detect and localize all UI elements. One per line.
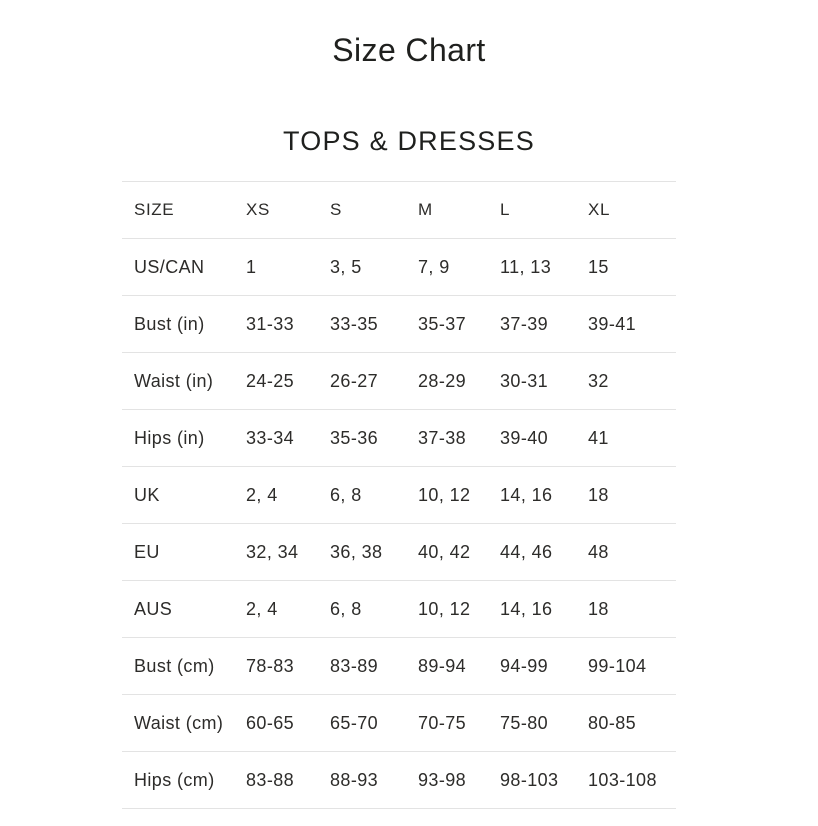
size-value: 30-31 <box>500 370 549 391</box>
size-value: 24-25 <box>246 370 295 391</box>
size-value: 35-37 <box>418 313 467 334</box>
column-header-size: SIZE <box>134 200 175 219</box>
size-value: 89-94 <box>418 655 467 676</box>
row-label: Waist (in) <box>134 370 214 391</box>
table-row <box>122 296 676 353</box>
table-row <box>122 695 676 752</box>
size-value: 103-108 <box>588 769 657 790</box>
table-row <box>122 410 676 467</box>
table-header-row <box>122 182 676 239</box>
section-title-tops-dresses: TOPS & DRESSES <box>283 126 535 156</box>
size-value: 26-27 <box>330 370 379 391</box>
column-header-xs: XS <box>246 200 270 219</box>
column-header-xl: XL <box>588 200 610 219</box>
size-value: 37-38 <box>418 427 467 448</box>
size-value: 18 <box>588 484 609 505</box>
size-value: 93-98 <box>418 769 467 790</box>
column-header-m: M <box>418 200 433 219</box>
row-label: Hips (in) <box>134 427 205 448</box>
column-header-s: S <box>330 200 342 219</box>
row-label: US/CAN <box>134 256 205 277</box>
row-label: Waist (cm) <box>134 712 224 733</box>
size-value: 2, 4 <box>246 484 278 505</box>
size-value: 10, 12 <box>418 598 471 619</box>
size-value: 28-29 <box>418 370 467 391</box>
size-value: 33-34 <box>246 427 295 448</box>
size-value: 75-80 <box>500 712 549 733</box>
row-label: Bust (cm) <box>134 655 215 676</box>
size-value: 31-33 <box>246 313 295 334</box>
table-row <box>122 752 676 809</box>
size-value: 60-65 <box>246 712 295 733</box>
table-row <box>122 353 676 410</box>
row-label: Bust (in) <box>134 313 205 334</box>
size-value: 78-83 <box>246 655 295 676</box>
size-value: 32 <box>588 370 609 391</box>
size-value: 10, 12 <box>418 484 471 505</box>
size-value: 15 <box>588 256 609 277</box>
size-value: 70-75 <box>418 712 467 733</box>
size-value: 1 <box>246 256 257 277</box>
size-value: 32, 34 <box>246 541 299 562</box>
size-value: 14, 16 <box>500 598 553 619</box>
size-chart-table <box>122 181 676 809</box>
size-value: 83-89 <box>330 655 379 676</box>
size-value: 88-93 <box>330 769 379 790</box>
size-value: 37-39 <box>500 313 549 334</box>
size-value: 18 <box>588 598 609 619</box>
size-value: 6, 8 <box>330 598 362 619</box>
size-value: 14, 16 <box>500 484 553 505</box>
size-value: 39-40 <box>500 427 549 448</box>
page-title: Size Chart <box>332 32 486 68</box>
table-row <box>122 524 676 581</box>
size-value: 40, 42 <box>418 541 471 562</box>
size-value: 48 <box>588 541 609 562</box>
row-label: AUS <box>134 598 173 619</box>
size-value: 2, 4 <box>246 598 278 619</box>
size-value: 98-103 <box>500 769 559 790</box>
size-value: 94-99 <box>500 655 549 676</box>
size-value: 11, 13 <box>500 256 552 277</box>
table-row <box>122 638 676 695</box>
size-value: 33-35 <box>330 313 379 334</box>
size-value: 36, 38 <box>330 541 383 562</box>
size-value: 44, 46 <box>500 541 553 562</box>
size-value: 80-85 <box>588 712 637 733</box>
size-value: 39-41 <box>588 313 637 334</box>
size-value: 65-70 <box>330 712 379 733</box>
size-value: 6, 8 <box>330 484 362 505</box>
size-value: 41 <box>588 427 609 448</box>
table-row <box>122 467 676 524</box>
size-value: 35-36 <box>330 427 379 448</box>
size-value: 83-88 <box>246 769 295 790</box>
size-value: 99-104 <box>588 655 647 676</box>
row-label: UK <box>134 484 160 505</box>
size-value: 7, 9 <box>418 256 450 277</box>
table-row <box>122 239 676 296</box>
row-label: EU <box>134 541 160 562</box>
size-value: 3, 5 <box>330 256 362 277</box>
column-header-l: L <box>500 200 511 219</box>
row-label: Hips (cm) <box>134 769 215 790</box>
table-row <box>122 581 676 638</box>
